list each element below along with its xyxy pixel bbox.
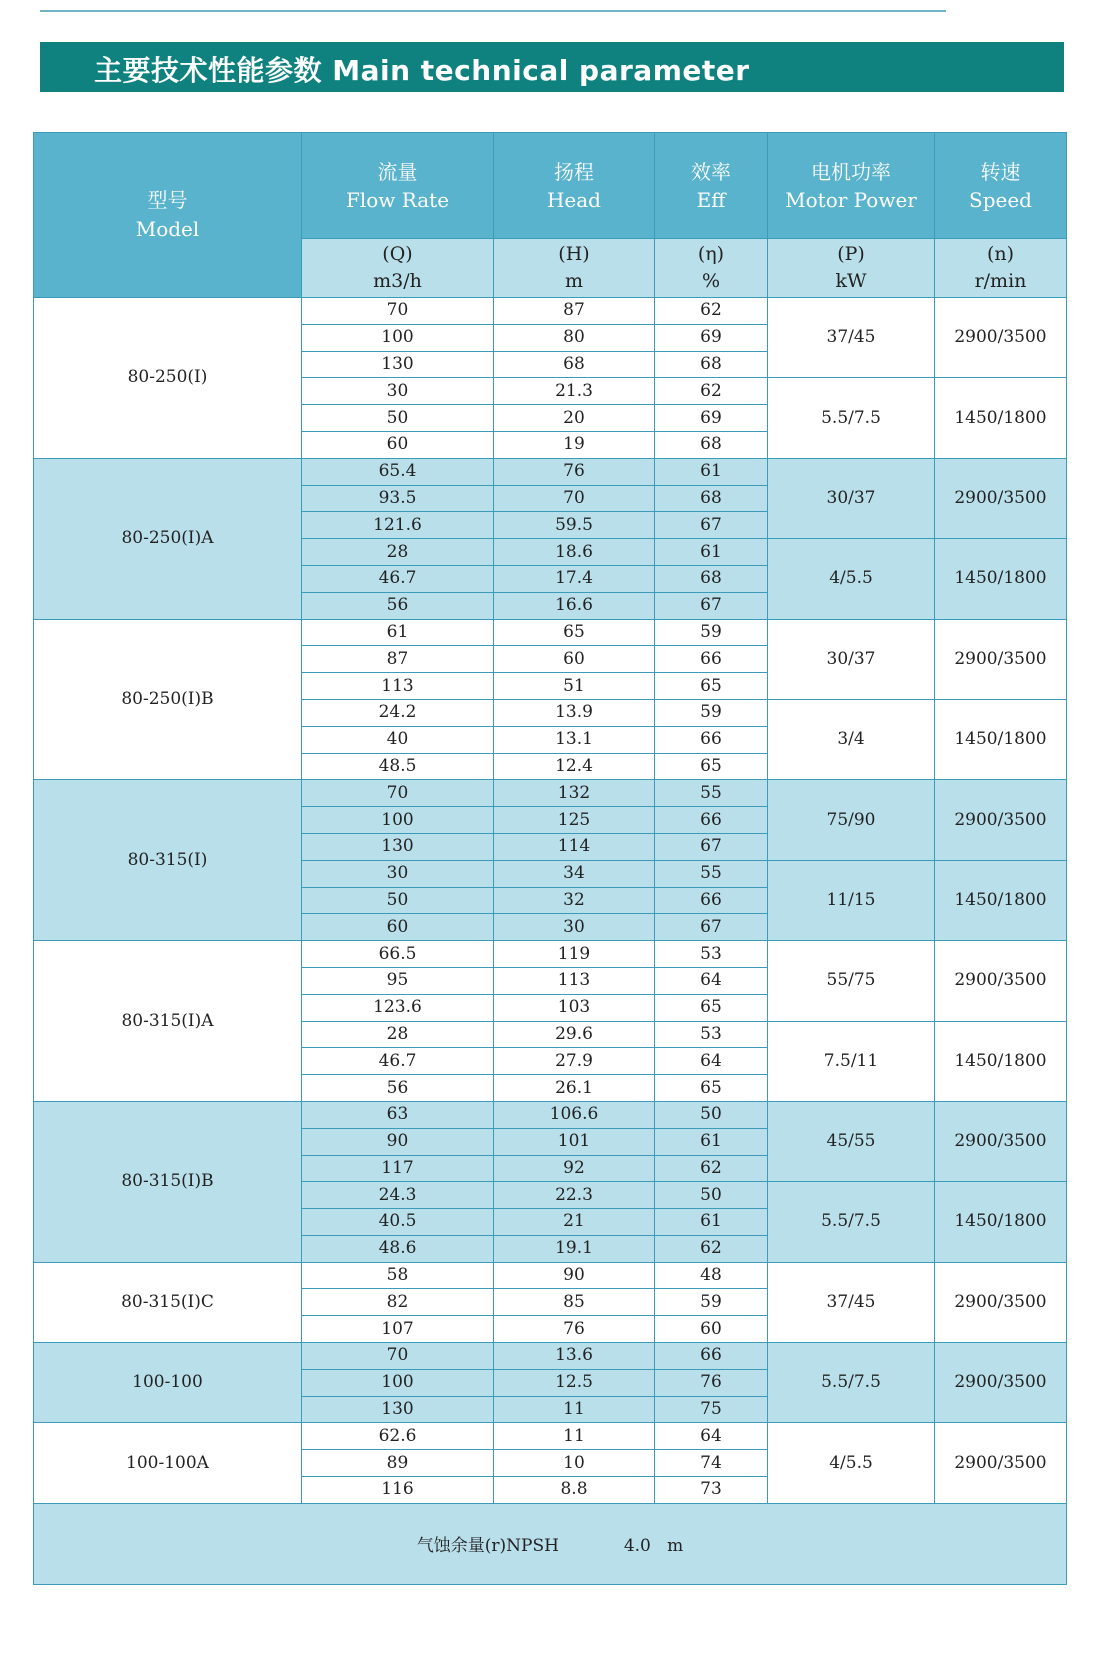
table-row [34, 1101, 1067, 1128]
power-cell: 11/15 [768, 860, 935, 940]
unit-flow [302, 239, 494, 298]
unit-speed-symbol: (n) [986, 243, 1015, 265]
flow-cell: 130 [302, 1396, 494, 1423]
flow-cell: 30 [302, 860, 494, 887]
head-cell: 125 [494, 807, 655, 834]
flow-cell: 82 [302, 1289, 494, 1316]
header-head-cn: 扬程 [554, 159, 594, 184]
power-cell: 7.5/11 [768, 1021, 935, 1101]
header-speed-cn: 转速 [980, 159, 1021, 184]
head-cell: 32 [494, 887, 655, 914]
eff-cell: 67 [655, 592, 768, 619]
flow-cell: 40.5 [302, 1209, 494, 1236]
flow-cell: 113 [302, 673, 494, 700]
head-cell: 113 [494, 967, 655, 994]
eff-cell: 59 [655, 1289, 768, 1316]
flow-cell: 100 [302, 1369, 494, 1396]
flow-cell: 46.7 [302, 1048, 494, 1075]
eff-cell: 64 [655, 1048, 768, 1075]
table-row [34, 1262, 1067, 1289]
flow-cell: 70 [302, 298, 494, 325]
power-cell: 37/45 [768, 298, 935, 378]
header-model-en: Model [135, 217, 200, 241]
speed-cell: 2900/3500 [935, 1423, 1067, 1503]
model-cell: 80-250(I)B [34, 619, 302, 780]
flow-cell: 50 [302, 887, 494, 914]
eff-cell: 65 [655, 994, 768, 1021]
eff-cell: 61 [655, 458, 768, 485]
eff-cell: 64 [655, 967, 768, 994]
head-cell: 70 [494, 485, 655, 512]
unit-eff-symbol: (η) [697, 243, 725, 265]
flow-cell: 70 [302, 780, 494, 807]
head-cell: 59.5 [494, 512, 655, 539]
head-cell: 18.6 [494, 539, 655, 566]
eff-cell: 62 [655, 1155, 768, 1182]
eff-cell: 68 [655, 485, 768, 512]
speed-cell: 1450/1800 [935, 1021, 1067, 1101]
header-eff [655, 133, 768, 239]
head-cell: 10 [494, 1450, 655, 1477]
unit-flow-unit: m3/h [373, 270, 422, 292]
npsh-row [34, 1503, 1067, 1584]
power-cell: 30/37 [768, 619, 935, 699]
flow-cell: 66.5 [302, 941, 494, 968]
unit-power [768, 239, 935, 298]
head-cell: 34 [494, 860, 655, 887]
eff-cell: 53 [655, 1021, 768, 1048]
head-cell: 19.1 [494, 1235, 655, 1262]
table-row [34, 780, 1067, 807]
model-cell: 100-100 [34, 1343, 302, 1423]
head-cell: 119 [494, 941, 655, 968]
unit-head-symbol: (H) [558, 243, 590, 265]
flow-cell: 48.6 [302, 1235, 494, 1262]
unit-head [494, 239, 655, 298]
header-head [494, 133, 655, 239]
flow-cell: 24.2 [302, 699, 494, 726]
head-cell: 20 [494, 405, 655, 432]
head-cell: 101 [494, 1128, 655, 1155]
head-cell: 114 [494, 833, 655, 860]
head-cell: 87 [494, 298, 655, 325]
header-eff-en: Eff [696, 187, 726, 212]
eff-cell: 75 [655, 1396, 768, 1423]
table-row [34, 1343, 1067, 1370]
eff-cell: 50 [655, 1101, 768, 1128]
header-model [34, 133, 302, 298]
head-cell: 13.9 [494, 699, 655, 726]
eff-cell: 65 [655, 1075, 768, 1102]
eff-cell: 66 [655, 1343, 768, 1370]
eff-cell: 62 [655, 378, 768, 405]
head-cell: 68 [494, 351, 655, 378]
eff-cell: 62 [655, 298, 768, 325]
eff-cell: 67 [655, 512, 768, 539]
flow-cell: 60 [302, 431, 494, 458]
head-cell: 85 [494, 1289, 655, 1316]
header-power [768, 133, 935, 239]
speed-cell: 1450/1800 [935, 1182, 1067, 1262]
head-cell: 132 [494, 780, 655, 807]
table-row [34, 458, 1067, 485]
head-cell: 12.5 [494, 1369, 655, 1396]
flow-cell: 100 [302, 807, 494, 834]
flow-cell: 60 [302, 914, 494, 941]
header-speed-en: Speed [969, 187, 1032, 212]
head-cell: 76 [494, 458, 655, 485]
speed-cell: 1450/1800 [935, 539, 1067, 619]
eff-cell: 60 [655, 1316, 768, 1343]
unit-speed-unit: r/min [974, 270, 1027, 292]
eff-cell: 59 [655, 619, 768, 646]
head-cell: 26.1 [494, 1075, 655, 1102]
model-cell: 80-250(I)A [34, 458, 302, 619]
head-cell: 103 [494, 994, 655, 1021]
eff-cell: 73 [655, 1477, 768, 1504]
eff-cell: 65 [655, 673, 768, 700]
eff-cell: 53 [655, 941, 768, 968]
flow-cell: 130 [302, 351, 494, 378]
technical-parameter-table [33, 132, 1067, 1585]
eff-cell: 66 [655, 887, 768, 914]
eff-cell: 66 [655, 646, 768, 673]
speed-cell: 2900/3500 [935, 780, 1067, 860]
model-cell: 100-100A [34, 1423, 302, 1503]
eff-cell: 74 [655, 1450, 768, 1477]
eff-cell: 65 [655, 753, 768, 780]
flow-cell: 117 [302, 1155, 494, 1182]
eff-cell: 50 [655, 1182, 768, 1209]
speed-cell: 1450/1800 [935, 699, 1067, 779]
header-flow-en: Flow Rate [345, 187, 450, 212]
eff-cell: 69 [655, 324, 768, 351]
eff-cell: 68 [655, 431, 768, 458]
npsh-value: 4.0 [623, 1536, 651, 1557]
flow-cell: 100 [302, 324, 494, 351]
model-cell: 80-315(I)C [34, 1262, 302, 1342]
table-row [34, 1423, 1067, 1450]
head-cell: 29.6 [494, 1021, 655, 1048]
table-body [34, 298, 1067, 1504]
top-divider [40, 10, 946, 12]
head-cell: 11 [494, 1396, 655, 1423]
power-cell: 5.5/7.5 [768, 1343, 935, 1423]
eff-cell: 67 [655, 914, 768, 941]
model-cell: 80-315(I)A [34, 941, 302, 1102]
speed-cell: 2900/3500 [935, 941, 1067, 1021]
flow-cell: 65.4 [302, 458, 494, 485]
eff-cell: 68 [655, 565, 768, 592]
header-power-cn: 电机功率 [811, 159, 891, 184]
eff-cell: 66 [655, 807, 768, 834]
table-row [34, 298, 1067, 325]
eff-cell: 59 [655, 699, 768, 726]
power-cell: 37/45 [768, 1262, 935, 1342]
eff-cell: 61 [655, 1209, 768, 1236]
flow-cell: 58 [302, 1262, 494, 1289]
head-cell: 21.3 [494, 378, 655, 405]
head-cell: 21 [494, 1209, 655, 1236]
eff-cell: 64 [655, 1423, 768, 1450]
speed-cell: 2900/3500 [935, 1101, 1067, 1181]
power-cell: 5.5/7.5 [768, 1182, 935, 1262]
flow-cell: 24.3 [302, 1182, 494, 1209]
unit-flow-symbol: (Q) [382, 243, 413, 265]
title-banner [40, 42, 1064, 92]
eff-cell: 67 [655, 833, 768, 860]
flow-cell: 95 [302, 967, 494, 994]
head-cell: 13.6 [494, 1343, 655, 1370]
npsh-label: 气蚀余量(r)NPSH [416, 1536, 559, 1557]
page-title: 主要技术性能参数 Main technical parameter [94, 54, 750, 87]
speed-cell: 1450/1800 [935, 860, 1067, 940]
flow-cell: 89 [302, 1450, 494, 1477]
power-cell: 30/37 [768, 458, 935, 538]
eff-cell: 69 [655, 405, 768, 432]
npsh-cell [34, 1503, 1067, 1584]
flow-cell: 62.6 [302, 1423, 494, 1450]
power-cell: 3/4 [768, 699, 935, 779]
header-eff-cn: 效率 [691, 159, 731, 184]
head-cell: 76 [494, 1316, 655, 1343]
head-cell: 27.9 [494, 1048, 655, 1075]
head-cell: 8.8 [494, 1477, 655, 1504]
flow-cell: 116 [302, 1477, 494, 1504]
eff-cell: 62 [655, 1235, 768, 1262]
speed-cell: 2900/3500 [935, 298, 1067, 378]
speed-cell: 2900/3500 [935, 1343, 1067, 1423]
model-cell: 80-250(I) [34, 298, 302, 459]
flow-cell: 28 [302, 539, 494, 566]
speed-cell: 2900/3500 [935, 619, 1067, 699]
power-cell: 4/5.5 [768, 539, 935, 619]
eff-cell: 76 [655, 1369, 768, 1396]
head-cell: 106.6 [494, 1101, 655, 1128]
flow-cell: 48.5 [302, 753, 494, 780]
head-cell: 92 [494, 1155, 655, 1182]
head-cell: 65 [494, 619, 655, 646]
power-cell: 45/55 [768, 1101, 935, 1181]
flow-cell: 130 [302, 833, 494, 860]
flow-cell: 28 [302, 1021, 494, 1048]
eff-cell: 48 [655, 1262, 768, 1289]
speed-cell: 2900/3500 [935, 458, 1067, 538]
flow-cell: 93.5 [302, 485, 494, 512]
model-cell: 80-315(I) [34, 780, 302, 941]
head-cell: 13.1 [494, 726, 655, 753]
head-cell: 51 [494, 673, 655, 700]
flow-cell: 70 [302, 1343, 494, 1370]
speed-cell: 2900/3500 [935, 1262, 1067, 1342]
head-cell: 17.4 [494, 565, 655, 592]
table-row [34, 619, 1067, 646]
flow-cell: 56 [302, 1075, 494, 1102]
eff-cell: 61 [655, 539, 768, 566]
power-cell: 4/5.5 [768, 1423, 935, 1503]
head-cell: 12.4 [494, 753, 655, 780]
eff-cell: 68 [655, 351, 768, 378]
power-cell: 55/75 [768, 941, 935, 1021]
head-cell: 16.6 [494, 592, 655, 619]
eff-cell: 61 [655, 1128, 768, 1155]
header-speed [935, 133, 1067, 239]
flow-cell: 63 [302, 1101, 494, 1128]
table-row [34, 941, 1067, 968]
unit-head-unit: m [564, 270, 584, 292]
header-model-cn: 型号 [147, 188, 188, 212]
head-cell: 90 [494, 1262, 655, 1289]
head-cell: 30 [494, 914, 655, 941]
flow-cell: 30 [302, 378, 494, 405]
head-cell: 80 [494, 324, 655, 351]
flow-cell: 40 [302, 726, 494, 753]
flow-cell: 107 [302, 1316, 494, 1343]
header-flow-cn: 流量 [377, 159, 418, 184]
eff-cell: 55 [655, 860, 768, 887]
header-head-en: Head [546, 187, 601, 212]
flow-cell: 123.6 [302, 994, 494, 1021]
unit-eff [655, 239, 768, 298]
flow-cell: 121.6 [302, 512, 494, 539]
power-cell: 75/90 [768, 780, 935, 860]
unit-power-unit: kW [835, 270, 867, 292]
npsh-unit: m [667, 1536, 684, 1557]
eff-cell: 55 [655, 780, 768, 807]
flow-cell: 56 [302, 592, 494, 619]
flow-cell: 90 [302, 1128, 494, 1155]
head-cell: 11 [494, 1423, 655, 1450]
unit-eff-unit: % [701, 270, 721, 292]
header-power-en: Motor Power [785, 187, 917, 212]
header-flow [302, 133, 494, 239]
head-cell: 60 [494, 646, 655, 673]
flow-cell: 46.7 [302, 565, 494, 592]
power-cell: 5.5/7.5 [768, 378, 935, 458]
head-cell: 22.3 [494, 1182, 655, 1209]
flow-cell: 50 [302, 405, 494, 432]
flow-cell: 61 [302, 619, 494, 646]
eff-cell: 66 [655, 726, 768, 753]
model-cell: 80-315(I)B [34, 1101, 302, 1262]
flow-cell: 87 [302, 646, 494, 673]
speed-cell: 1450/1800 [935, 378, 1067, 458]
head-cell: 19 [494, 431, 655, 458]
unit-power-symbol: (P) [837, 243, 865, 265]
unit-speed [935, 239, 1067, 298]
